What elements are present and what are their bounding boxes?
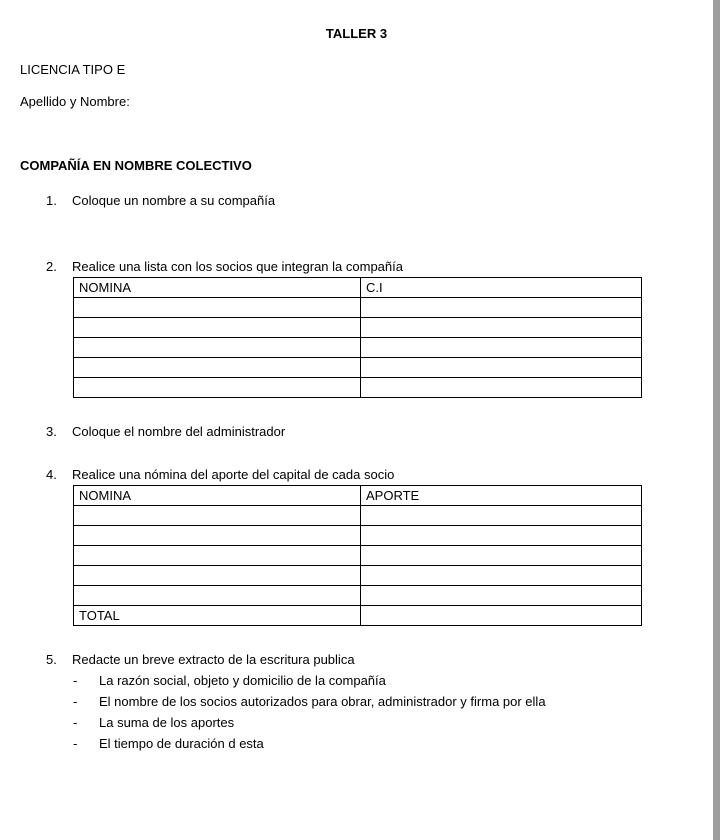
table-cell[interactable]	[361, 338, 642, 358]
table-row	[74, 526, 642, 546]
aportes-table	[73, 485, 642, 626]
list-item-number: 5.	[46, 652, 57, 667]
table-cell[interactable]	[361, 298, 642, 318]
bullet-dash: -	[73, 715, 78, 730]
header-ci: C.I	[361, 278, 642, 298]
socios-table	[73, 277, 642, 398]
table-row	[74, 586, 642, 606]
list-item-2	[46, 259, 403, 275]
table-cell[interactable]	[74, 338, 361, 358]
table-cell[interactable]	[74, 378, 361, 398]
table-cell[interactable]	[361, 526, 642, 546]
table-cell[interactable]	[361, 318, 642, 338]
table-cell[interactable]	[74, 526, 361, 546]
list-item-text: Realice una nómina del aporte del capital de cada socio	[72, 467, 395, 482]
name-label: Apellido y Nombre:	[20, 94, 130, 109]
vertical-scrollbar[interactable]	[713, 0, 720, 840]
document-title: TALLER 3	[325, 26, 388, 41]
list-item-text: Coloque un nombre a su compañía	[72, 193, 276, 208]
list-item-4	[46, 467, 394, 483]
list-item-number: 3.	[46, 424, 57, 439]
list-item-number: 4.	[46, 467, 57, 482]
bullet-text: El nombre de los socios autorizados para obrar, administrador y firma por ella	[99, 694, 546, 709]
bullet-item-3	[73, 715, 234, 731]
license-type: LICENCIA TIPO E	[20, 62, 126, 77]
table-cell[interactable]	[361, 506, 642, 526]
table-cell[interactable]	[74, 358, 361, 378]
table-cell[interactable]	[74, 318, 361, 338]
bullet-dash: -	[73, 736, 78, 751]
table-row	[74, 506, 642, 526]
table-cell[interactable]	[74, 566, 361, 586]
table-row	[74, 546, 642, 566]
total-label: TOTAL	[74, 606, 361, 626]
section-heading: COMPAÑÍA EN NOMBRE COLECTIVO	[20, 158, 252, 173]
bullet-text: La razón social, objeto y domicilio de la compañía	[99, 673, 386, 688]
table-cell[interactable]	[74, 586, 361, 606]
table-cell[interactable]	[361, 546, 642, 566]
list-item-text: Realice una lista con los socios que integran la compañía	[72, 259, 403, 274]
table-cell[interactable]	[74, 546, 361, 566]
bullet-item-4	[73, 736, 264, 752]
table-cell[interactable]	[361, 586, 642, 606]
table-row	[74, 378, 642, 398]
list-item-3	[46, 424, 285, 440]
table-row	[74, 566, 642, 586]
bullet-dash: -	[73, 694, 78, 709]
list-item-1	[46, 193, 275, 209]
table-cell[interactable]	[74, 506, 361, 526]
header-nomina: NOMINA	[74, 486, 361, 506]
list-item-text: Coloque el nombre del administrador	[72, 424, 286, 439]
bullet-text: La suma de los aportes	[99, 715, 235, 730]
list-item-number: 1.	[46, 193, 57, 208]
table-row	[74, 358, 642, 378]
total-value-cell[interactable]	[361, 606, 642, 626]
table-cell[interactable]	[74, 298, 361, 318]
table-row	[74, 298, 642, 318]
header-nomina: NOMINA	[74, 278, 361, 298]
list-item-number: 2.	[46, 259, 57, 274]
list-item-5	[46, 652, 355, 668]
bullet-text: El tiempo de duración d esta	[99, 736, 264, 751]
table-cell[interactable]	[361, 358, 642, 378]
header-aporte: APORTE	[361, 486, 642, 506]
list-item-text: Redacte un breve extracto de la escritura publica	[72, 652, 355, 667]
bullet-dash: -	[73, 673, 78, 688]
table-cell[interactable]	[361, 378, 642, 398]
table-header-row	[74, 486, 642, 506]
bullet-item-1	[73, 673, 386, 689]
bullet-item-2	[73, 694, 546, 710]
table-row	[74, 318, 642, 338]
table-row	[74, 338, 642, 358]
table-header-row	[74, 278, 642, 298]
table-cell[interactable]	[361, 566, 642, 586]
total-row	[74, 606, 642, 626]
